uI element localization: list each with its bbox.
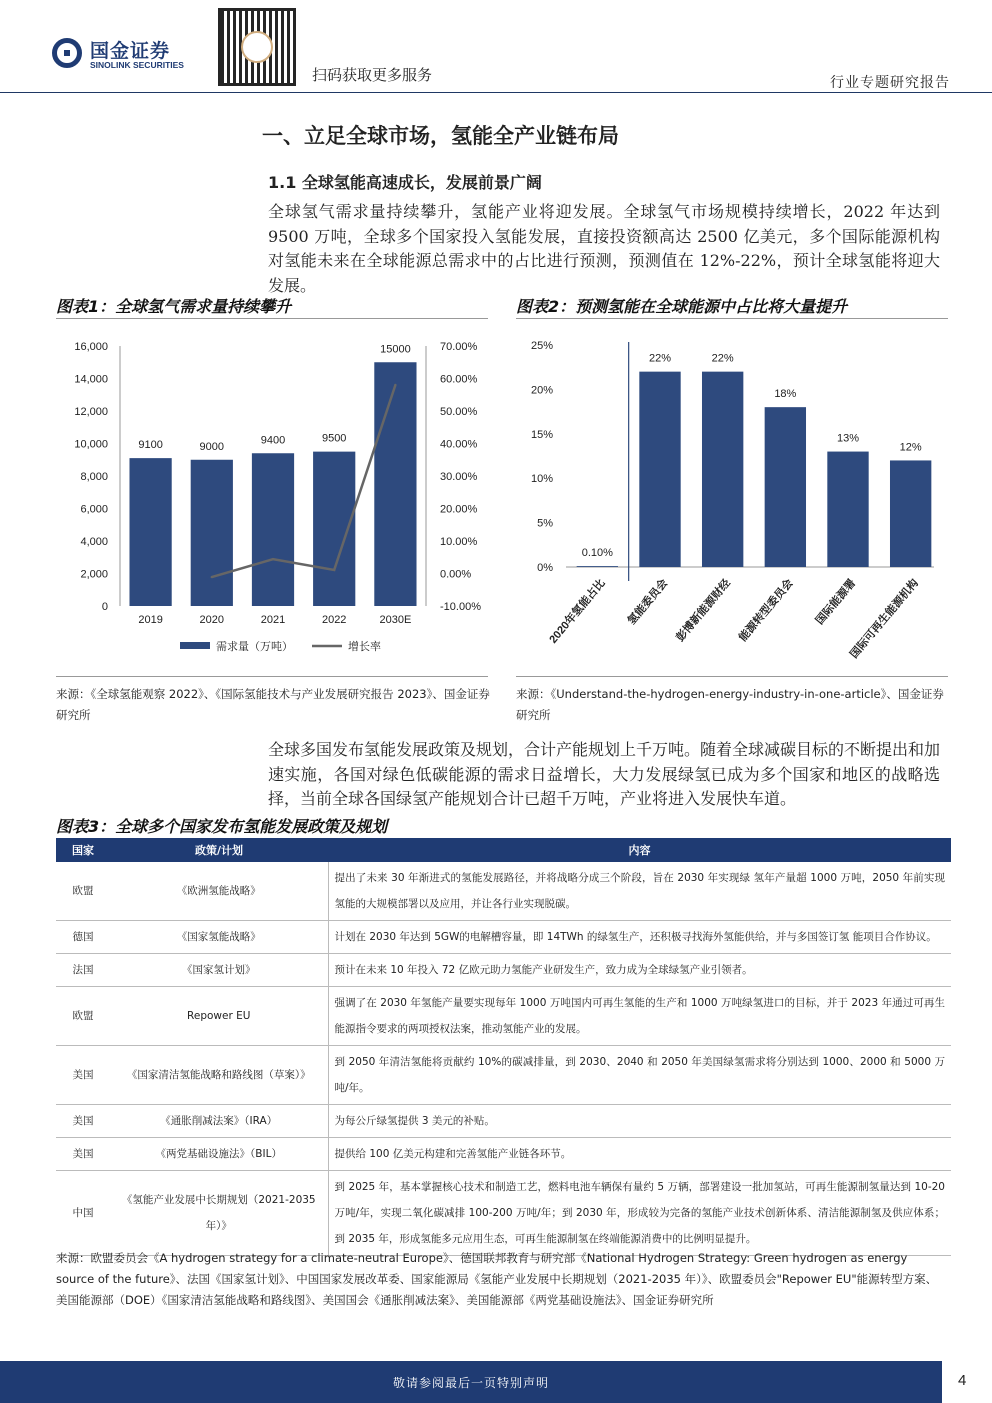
logo-cn: 国金证券	[90, 40, 171, 62]
country-cell: 美国	[56, 1105, 110, 1138]
bar	[252, 453, 294, 606]
y-left-tick-label: 0	[101, 601, 108, 613]
demand-chart	[56, 324, 492, 670]
growth-rate-line	[212, 385, 396, 577]
country-cell: 中国	[56, 1171, 110, 1256]
table-row	[56, 1138, 951, 1171]
y-right-tick-label: 10.00%	[440, 536, 478, 548]
growth-rate-point	[272, 558, 274, 560]
x-tick-label: 氢能委员会	[625, 577, 671, 628]
header-country: 国家	[56, 838, 110, 862]
page-number: 4	[958, 1372, 967, 1389]
content-cell: 到 2025 年，基本掌握核心技术和制造工艺，燃料电池车辆保有量约 5 万辆，部署建设一批加氢站，可再生能源制氢量达到 10-20 万吨/年，实现二氧化碳减排 100-200 万吨/年；到 2030 年，形成较为完备的氢能产业技术创新体系、清洁能源制氢及供应体系；到 2035 年，形成氢能多元应用生态，可再生能源制氢在终端能源消费中的比例明显提升。	[328, 1171, 951, 1256]
content-cell: 预计在未来 10 年投入 72 亿欧元助力氢能产业研发生产，致力成为全球绿氢产业引领者。	[328, 954, 951, 987]
content-cell: 到 2050 年清洁氢能将贡献约 10%的碳减排量，到 2030、2040 和 2050 年美国绿氢需求将分别达到 1000、2000 和 5000 万吨/年。	[328, 1046, 951, 1105]
bar	[577, 566, 618, 567]
footer-disclaimer[interactable]: 敬请参阅最后一页特别声明	[392, 1376, 549, 1390]
table-row	[56, 1171, 951, 1256]
bar-data-label: 22%	[711, 352, 734, 365]
y-tick-label: 0%	[537, 562, 553, 574]
qr-caption: 扫码获取更多服务	[312, 66, 433, 84]
figure1-source: 来源：《全球氢能观察 2022》、《国际氢能技术与产业发展研究报告 2023》、国金证券研究所	[56, 687, 490, 722]
policy-table	[56, 838, 951, 1256]
y-right-tick-label: 70.00%	[440, 341, 478, 353]
content-cell: 提供给 100 亿美元构建和完善氢能产业链各环节。	[328, 1138, 951, 1171]
y-tick-label: 25%	[530, 340, 553, 352]
y-right-tick-label: 0.00%	[440, 568, 472, 581]
figure1-title: 图表1：全球氢气需求量持续攀升	[56, 297, 292, 316]
policy-cell: Repower EU	[110, 987, 328, 1046]
bar	[374, 362, 416, 606]
y-left-tick-label: 6,000	[80, 503, 108, 516]
report-type: 行业专题研究报告	[830, 75, 950, 91]
x-tick-label: 彭博新能源财经	[674, 577, 733, 644]
legend-bar-swatch	[180, 642, 210, 649]
bar-data-label: 22%	[648, 352, 672, 365]
figure3-source: 来源：欧盟委员会《A hydrogen strategy for a climate-neutral Europe》、德国联邦教育与研究部《National Hydrogen Strategy: Green hydrogen as energy source of the future》、法国《国家氢计划》、中国国家发展改革委、国家能源局《氢能产业发展中长期规划（2021-2035 年）》、欧盟委员会"Repower EU"能源转型方案、美国能源部（DOE）《国家清洁氢能战略和路线图》、美国国会《通胀削减法案》、美国能源部《两党基础设施法》、国金证券研究所	[56, 1251, 938, 1307]
policy-cell: 《国家氢计划》	[110, 954, 328, 987]
country-cell: 美国	[56, 1138, 110, 1171]
y-left-tick-label: 16,000	[74, 341, 108, 353]
y-tick-label: 20%	[530, 384, 553, 397]
bar	[827, 452, 868, 567]
policy-cell: 《氢能产业发展中长期规划（2021-2035 年）》	[110, 1171, 328, 1256]
figure2-bottom-rule	[516, 676, 948, 677]
country-cell: 德国	[56, 921, 110, 954]
y-left-tick-label: 14,000	[74, 373, 108, 386]
growth-rate-point	[394, 384, 396, 386]
qr-code-icon[interactable]	[218, 8, 296, 86]
bar	[639, 372, 680, 567]
table-row	[56, 1105, 951, 1138]
figure2-source: 来源：《Understand-the-hydrogen-energy-industry-in-one-article》、国金证券研究所	[516, 687, 944, 722]
paragraph-1: 全球氢气需求量持续攀升，氢能产业将迎发展。全球氢气市场规模持续增长，2022 年达到 9500 万吨，全球多个国家投入氢能发展，直接投资额高达 2500 亿美元，多个国际能源机构对氢能未来在全球能源总需求中的占比进行预测，预测值在 12%-22%，预计全球氢能将迎大发展。	[268, 202, 940, 295]
bar-data-label: 9400	[260, 434, 286, 447]
x-tick-label: 2030E	[379, 614, 412, 626]
policy-cell: 《国家氢能战略》	[110, 921, 328, 954]
growth-rate-point	[211, 576, 213, 578]
logo-mark-icon	[52, 38, 82, 68]
bar-data-label: 15000	[380, 343, 411, 356]
figure1-bottom-rule	[56, 676, 488, 677]
bar-data-label: 9100	[138, 439, 163, 452]
bar-data-label: 9000	[199, 440, 225, 453]
subsection-title: 1.1 全球氢能高速成长，发展前景广阔	[268, 173, 542, 192]
x-tick-label: 国际能源署	[813, 577, 859, 628]
y-tick-label: 5%	[537, 517, 553, 530]
bar	[191, 460, 233, 606]
x-tick-label: 2021	[260, 614, 286, 626]
paragraph-2: 全球多国发布氢能发展政策及规划，合计产能规划上千万吨。随着全球减碳目标的不断提出和加速实施，各国对绿色低碳能源的需求日益增长，大力发展绿氢已成为多个国家和地区的战略选择，当前全球各国绿氢产能规划合计已超千万吨，产业将进入发展快车道。	[268, 740, 941, 808]
header-content: 内容	[328, 838, 951, 862]
bar-data-label: 0.10%	[581, 547, 613, 560]
x-tick-label: 2020年氢能占比	[547, 577, 608, 646]
x-tick-label: 国际可再生能源机构	[848, 577, 921, 661]
header-divider	[0, 92, 992, 93]
bar	[890, 460, 931, 567]
bar	[765, 407, 806, 567]
table-header-row	[56, 838, 951, 862]
y-right-tick-label: -10.00%	[440, 601, 481, 613]
logo-en: SINOLINK SECURITIES	[90, 60, 184, 70]
x-tick-label: 能源转型委员会	[736, 577, 796, 644]
y-right-tick-label: 40.00%	[440, 438, 478, 451]
y-right-tick-label: 60.00%	[440, 373, 478, 386]
header-policy: 政策/计划	[110, 838, 328, 862]
country-cell: 欧盟	[56, 862, 110, 921]
policy-cell: 《国家清洁氢能战略和路线图（草案）》	[110, 1046, 328, 1105]
y-right-tick-label: 30.00%	[440, 471, 478, 483]
figure1-rule	[56, 318, 488, 319]
y-right-tick-label: 50.00%	[440, 406, 478, 418]
bar	[702, 372, 743, 567]
y-left-tick-label: 2,000	[80, 568, 108, 581]
share-forecast-chart	[516, 324, 952, 670]
figure2-rule	[516, 318, 948, 319]
bar-data-label: 18%	[774, 388, 797, 401]
x-tick-label: 2019	[138, 614, 163, 626]
y-tick-label: 10%	[530, 473, 553, 486]
y-left-tick-label: 10,000	[74, 438, 108, 451]
country-cell: 欧盟	[56, 987, 110, 1046]
policy-cell: 《通胀削减法案》（IRA）	[110, 1105, 328, 1138]
table-row	[56, 862, 951, 921]
table-row	[56, 987, 951, 1046]
bar	[129, 458, 171, 606]
y-tick-label: 15%	[530, 428, 553, 441]
content-cell: 提出了未来 30 年渐进式的氢能发展路径，并将战略分成三个阶段，旨在 2030 年实现绿 氢年产量超 1000 万吨，2050 年前实现氢能的大规模部署以及应用，并让各行业实现脱碳。	[328, 862, 951, 921]
y-right-tick-label: 20.00%	[440, 503, 478, 516]
table-row	[56, 921, 951, 954]
bar-data-label: 13%	[836, 432, 860, 445]
figure3-title: 图表3：全球多个国家发布氢能发展政策及规划	[56, 817, 388, 836]
policy-cell: 《欧洲氢能战略》	[110, 862, 328, 921]
bar-data-label: 9500	[321, 432, 347, 445]
legend-line-label: 增长率	[348, 641, 381, 653]
country-cell: 法国	[56, 954, 110, 987]
figure2-title: 图表2：预测氢能在全球能源中占比将大量提升	[516, 297, 848, 316]
company-logo	[52, 36, 212, 76]
growth-rate-point	[333, 569, 335, 571]
content-cell: 强调了在 2030 年氢能产量要实现每年 1000 万吨国内可再生氢能的生产和 1000 万吨绿氢进口的目标，并于 2023 年通过可再生能源指令要求的两项授权法案，推动氢能产业的发展。	[328, 987, 951, 1046]
x-tick-label: 2022	[321, 614, 347, 626]
legend-bar-label: 需求量（万吨）	[216, 641, 293, 653]
y-left-tick-label: 4,000	[80, 536, 108, 548]
content-cell: 为每公斤绿氢提供 3 美元的补贴。	[328, 1105, 951, 1138]
y-left-tick-label: 12,000	[74, 406, 108, 418]
table-row	[56, 1046, 951, 1105]
section-title: 一、立足全球市场，氢能全产业链布局	[262, 124, 619, 148]
policy-cell: 《两党基础设施法》（BIL）	[110, 1138, 328, 1171]
x-tick-label: 2020	[199, 614, 225, 626]
table-row	[56, 954, 951, 987]
content-cell: 计划在 2030 年达到 5GW的电解槽容量，即 14TWh 的绿氢生产，还积极寻找海外氢能供给，并与多国签订氢 能项目合作协议。	[328, 921, 951, 954]
country-cell: 美国	[56, 1046, 110, 1105]
bar-data-label: 12%	[899, 441, 922, 454]
y-left-tick-label: 8,000	[80, 471, 108, 483]
